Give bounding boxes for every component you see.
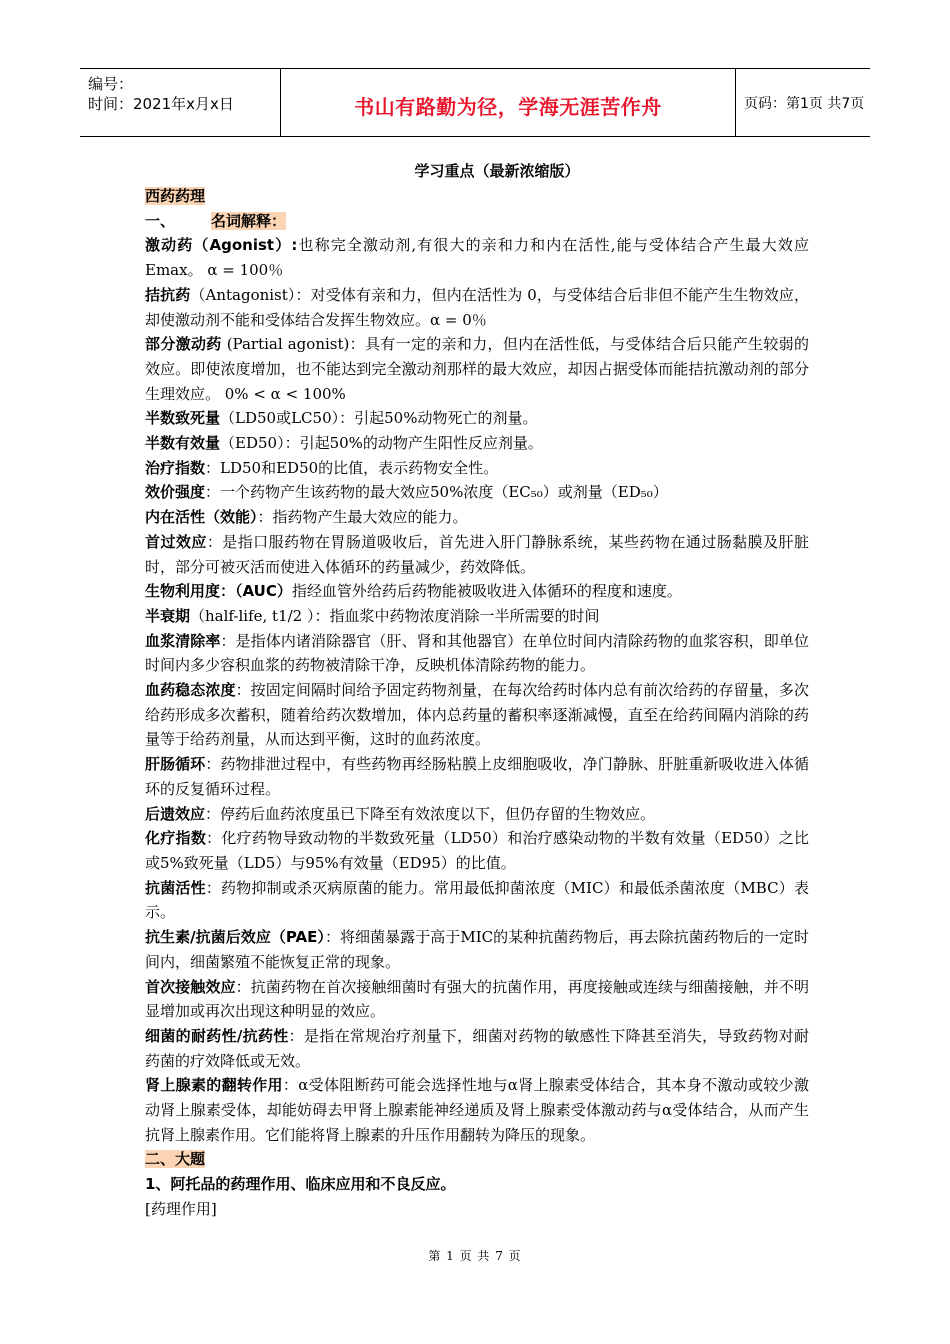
term-entry bbox=[145, 579, 809, 604]
term-definition: ：是指在常规治疗剂量下，细菌对药物的敏感性下降甚至消失，导致药物对耐药菌的疗效降低或无效。 bbox=[145, 1026, 809, 1070]
document-title: 学习重点（最新浓缩版） bbox=[414, 162, 580, 180]
term-definition: ：α受体阻断药可能会选择性地与α肾上腺素受体结合，其本身不激动或较少激动肾上腺素受体，却能妨碍去甲肾上腺素能神经递质及肾上腺素受体激动药与α受体结合，从而产生抗肾上腺素作用。它们能将肾上腺素的升压作用翻转为降压的现象。 bbox=[145, 1076, 809, 1144]
term-name: 半衰期 bbox=[145, 606, 191, 625]
term-definition: 指经血管外给药后药物能被吸收进入体循环的程度和速度。 bbox=[291, 582, 682, 601]
term-entry bbox=[145, 876, 809, 925]
serial-label: 编号： bbox=[88, 75, 134, 93]
term-definition: （LD50或LC50）：引起50%动物死亡的剂量。 bbox=[220, 409, 538, 428]
term-entry bbox=[145, 233, 809, 282]
term-name: 半数致死量 bbox=[145, 409, 221, 428]
term-definition: 也称完全激动剂,有很大的亲和力和内在活性,能与受体结合产生最大效应 Emax。 α = 100％ bbox=[145, 236, 809, 280]
term-entry bbox=[145, 480, 809, 505]
section-tag: 西药药理 bbox=[145, 187, 206, 205]
term-definition: （ED50）：引起50%的动物产生阳性反应剂量。 bbox=[220, 434, 543, 453]
term-name: 抗菌活性 bbox=[145, 878, 206, 897]
term-name: 细菌的耐药性/抗药性 bbox=[145, 1026, 289, 1045]
part1-heading bbox=[145, 209, 809, 234]
page-number-label: 页码：第1页 共7页 bbox=[744, 96, 865, 112]
term-entry bbox=[145, 332, 809, 406]
question-1: 1、阿托品的药理作用、临床应用和不良反应。 bbox=[145, 1175, 456, 1194]
term-definition: ：化疗药物导致动物的半数致死量（LD50）和治疗感染动物的半数有效量（ED50）之比或5%致死量（LD5）与95%有效量（ED95）的比值。 bbox=[145, 829, 809, 872]
term-definition: ：药物排泄过程中，有些药物再经肠粘膜上皮细胞吸收，净门静脉、肝脏重新吸收进入体循环的反复循环过程。 bbox=[145, 755, 809, 798]
term-definition: （Antagonist）：对受体有亲和力，但内在活性为 0，与受体结合后非但不能产生生物效应，却使激动剂不能和受体结合发挥生物效应。α = 0％ bbox=[145, 285, 809, 329]
term-definition: ：指药物产生最大效应的能力。 bbox=[257, 508, 468, 527]
term-definition: （half-life, t1/2 ）：指血浆中药物浓度消除一半所需要的时间 bbox=[190, 606, 600, 625]
term-name: 内在活性（效能） bbox=[145, 508, 258, 527]
term-name: 血浆清除率 bbox=[145, 631, 221, 650]
term-name: 抗生素/抗菌后效应（PAE） bbox=[145, 928, 325, 947]
term-name: 肝肠循环 bbox=[145, 755, 206, 774]
term-entry bbox=[145, 456, 809, 481]
term-entry bbox=[145, 802, 809, 827]
term-name: 半数有效量 bbox=[145, 434, 221, 453]
term-name: 生物利用度：（AUC） bbox=[145, 582, 292, 601]
term-name: 后遗效应 bbox=[145, 804, 206, 823]
term-name: 治疗指数 bbox=[145, 458, 206, 477]
term-name: 首过效应 bbox=[145, 532, 207, 551]
term-entry bbox=[145, 678, 809, 752]
term-entry bbox=[145, 406, 809, 431]
part2-title: 二、大题 bbox=[145, 1150, 206, 1169]
part2-heading bbox=[145, 1147, 809, 1172]
part1-number: 一、 bbox=[145, 211, 176, 230]
part1-title: 名词解释： bbox=[211, 211, 287, 230]
term-entry bbox=[145, 283, 809, 332]
term-entry bbox=[145, 826, 809, 875]
term-name: 血药稳态浓度 bbox=[145, 681, 236, 700]
term-definition: ：是指体内诸消除器官（肝、肾和其他器官）在单位时间内清除药物的血浆容积，即单位时间内多少容积血浆的药物被清除干净，反映机体清除药物的能力。 bbox=[145, 631, 809, 675]
header-motto-cell bbox=[280, 69, 736, 136]
term-name: 肾上腺素的翻转作用 bbox=[145, 1076, 283, 1095]
term-entry bbox=[145, 505, 809, 530]
term-entry bbox=[145, 431, 809, 456]
term-definition: ：按固定间隔时间给予固定药物剂量，在每次给药时体内总有前次给药的存留量，多次给药形成多次蓄积，随着给药次数增加，体内总药量的蓄积率逐渐减慢，直至在给药间隔内消除的药量等于给药剂量，从而达到平衡，这时的血药浓度。 bbox=[145, 681, 809, 749]
subheading-pharmacology: [药理作用] bbox=[145, 1199, 217, 1218]
term-entry bbox=[145, 1024, 809, 1073]
term-entry bbox=[145, 752, 809, 801]
term-definition: ：抗菌药物在首次接触细菌时有强大的抗菌作用，再度接触或连续与细菌接触，并不明显增加或再次出现这种明显的效应。 bbox=[145, 977, 809, 1021]
term-name: 部分激动药 bbox=[145, 335, 222, 354]
header-page-cell bbox=[736, 69, 870, 136]
page-footer: 第 1 页 共 7 页 bbox=[428, 1249, 522, 1263]
term-definition: (Partial agonist)：具有一定的亲和力，但内在活性低，与受体结合后只能产生较弱的效应。即使浓度增加，也不能达到完全激动剂那样的最大效应，却因占据受体而能拮抗激动剂的部分生理效应。 0% < α < 100% bbox=[145, 335, 809, 403]
term-definition: ：LD50和ED50的比值，表示药物安全性。 bbox=[205, 458, 499, 477]
document-header bbox=[80, 68, 870, 137]
term-definition: ：停药后血药浓度虽已下降至有效浓度以下，但仍存留的生物效应。 bbox=[205, 804, 656, 823]
term-name: 拮抗药 bbox=[145, 285, 191, 304]
header-left-cell bbox=[80, 69, 280, 136]
term-entry bbox=[145, 530, 809, 579]
term-list bbox=[145, 233, 809, 1147]
motto-text: 书山有路勤为径，学海无涯苦作舟 bbox=[354, 95, 662, 119]
term-entry bbox=[145, 604, 809, 629]
term-definition: ：将细菌暴露于高于MIC的某种抗菌药物后，再去除抗菌药物后的一定时间内，细菌繁殖不能恢复正常的现象。 bbox=[145, 928, 810, 971]
term-definition: ：一个药物产生该药物的最大效应50%浓度（EC₅₀）或剂量（ED₅₀） bbox=[205, 483, 668, 502]
term-name: 首次接触效应 bbox=[145, 977, 236, 996]
term-entry bbox=[145, 629, 809, 678]
date-label: 时间：2021年x月x日 bbox=[88, 95, 234, 113]
term-entry bbox=[145, 925, 809, 974]
term-name: 化疗指数 bbox=[145, 829, 207, 848]
term-entry bbox=[145, 975, 809, 1024]
term-name: 效价强度 bbox=[145, 483, 206, 502]
term-definition: ：药物抑制或杀灭病原菌的能力。常用最低抑菌浓度（MIC）和最低杀菌浓度（MBC）表示。 bbox=[145, 878, 809, 922]
document-body bbox=[145, 158, 809, 1222]
section-tag-line bbox=[145, 184, 809, 209]
term-entry bbox=[145, 1073, 809, 1147]
term-name: 激动药（Agonist）: bbox=[145, 236, 298, 255]
term-definition: ：是指口服药物在胃肠道吸收后，首先进入肝门静脉系统，某些药物在通过肠黏膜及肝脏时，部分可被灭活而使进入体循环的药量减少，药效降低。 bbox=[145, 532, 809, 576]
